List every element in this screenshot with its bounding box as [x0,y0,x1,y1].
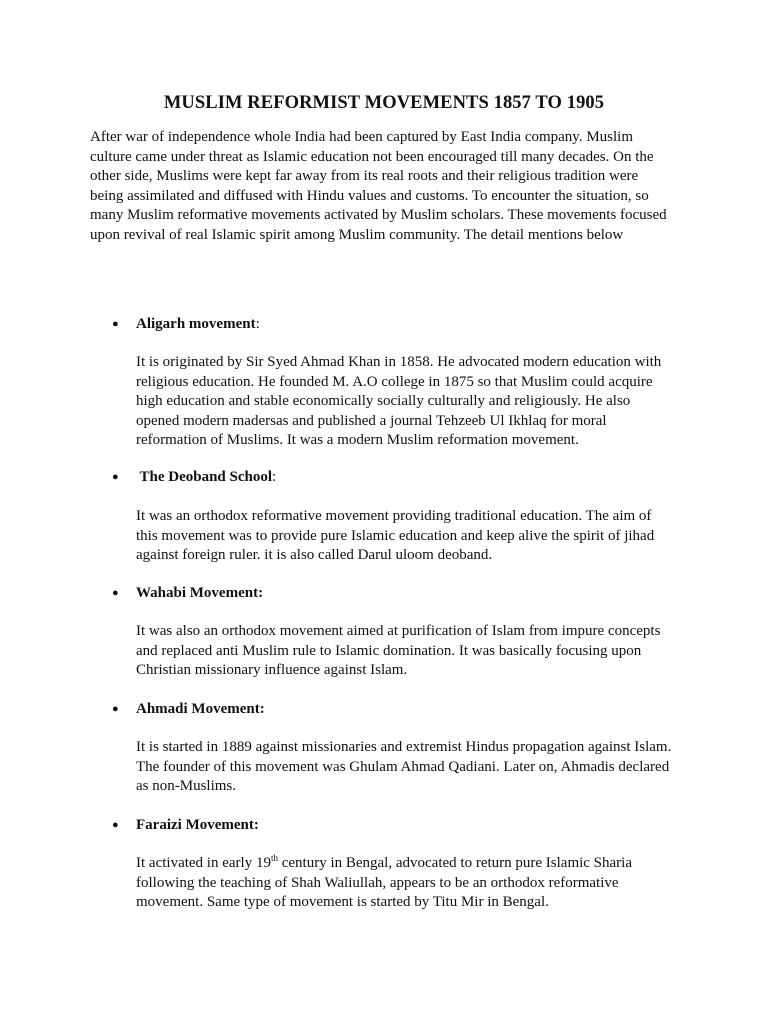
body-line: against foreign ruler. it is also called Darul uloom deoband. [136,547,493,563]
movement-body-wahabi [136,622,696,681]
movement-heading-aligarh [112,315,260,335]
body-line: opened modern madersas and published a journal Tehzeeb Ul Ikhlaq for moral [136,412,607,429]
body-text: century in Bengal, advocated to return pure Islamic Sharia [277,855,633,871]
movement-heading-faraizi [112,816,259,836]
bullet-icon: ● [112,318,119,330]
body-line: movement. Same type of movement is started by Titu Mir in Bengal. [136,894,549,910]
movement-body-aligarh [136,353,696,451]
body-line: It is originated by Sir Syed Ahmad Khan in 1858. He advocated modern education with [136,354,662,370]
movement-name: Wahabi Movement: [136,585,264,601]
page-title: MUSLIM REFORMIST MOVEMENTS 1857 TO 1905 [163,93,605,113]
movement-name: Aligarh movement [136,316,256,332]
intro-line: After war of independence whole India had been captured by East India company. Muslim [90,129,634,145]
body-line: and replaced anti Muslim rule to Islamic domination. It was basically focusing upon [136,642,642,659]
movement-name: The Deoband School [136,469,273,485]
body-line: following the teaching of Shah Waliullah, appears to be an orthodox reformative [136,874,619,891]
movement-heading-wahabi [112,584,263,604]
body-line-with-superscript [136,854,696,874]
movement-name: Faraizi Movement: [136,817,259,833]
bullet-icon: ● [112,819,119,831]
body-line: It was an orthodox reformative movement providing traditional education. The aim of [136,508,652,524]
body-line: reformation of Muslims. It was a modern Muslim reformation movement. [136,432,579,448]
body-line: The founder of this movement was Ghulam Ahmad Qadiani. Later on, Ahmadis declared [136,758,670,775]
movement-name: Ahmadi Movement: [136,701,265,717]
intro-paragraph [90,128,690,245]
movement-body-faraizi [136,854,696,913]
intro-line: many Muslim reformative movements activated by Muslim scholars. These movements focused [90,207,667,223]
bullet-icon: ● [112,587,119,599]
intro-line: upon revival of real Islamic spirit among Muslim community. The detail mentions below [90,226,624,243]
movement-body-ahmadi [136,738,696,797]
intro-line: other side, Muslims were kept far away from its real roots and their religious tradition were [90,168,639,184]
bullet-icon: ● [112,471,119,483]
movement-name-suffix: : [255,316,260,332]
movement-heading-ahmadi [112,700,265,720]
body-line: religious education. He founded M. A.O college in 1875 so that Muslim could acquire [136,373,653,390]
movement-body-deoband [136,507,696,566]
intro-line: being assimilated and diffused with Hindu values and customs. To encounter the situation, so [90,187,649,204]
ordinal-superscript: th [270,853,278,863]
body-line: It was also an orthodox movement aimed at purification of Islam from impure concepts [136,623,661,639]
movement-name-suffix: : [272,469,277,485]
body-line: high education and stable economically socially culturally and religiously. He also [136,393,631,409]
body-line: Christian missionary influence against Islam. [136,662,408,678]
body-line: as non-Muslims. [136,778,237,794]
movement-heading-deoband [112,468,276,488]
bullet-icon: ● [112,703,119,715]
intro-line: culture came under threat as Islamic education not been encouraged till many decades. On the [90,148,654,165]
body-line: It is started in 1889 against missionaries and extremist Hindus propagation against Islam. [136,739,672,755]
body-line: this movement was to provide pure Islamic education and keep alive the spirit of jihad [136,527,655,544]
body-text: It activated in early 19 [136,855,271,871]
